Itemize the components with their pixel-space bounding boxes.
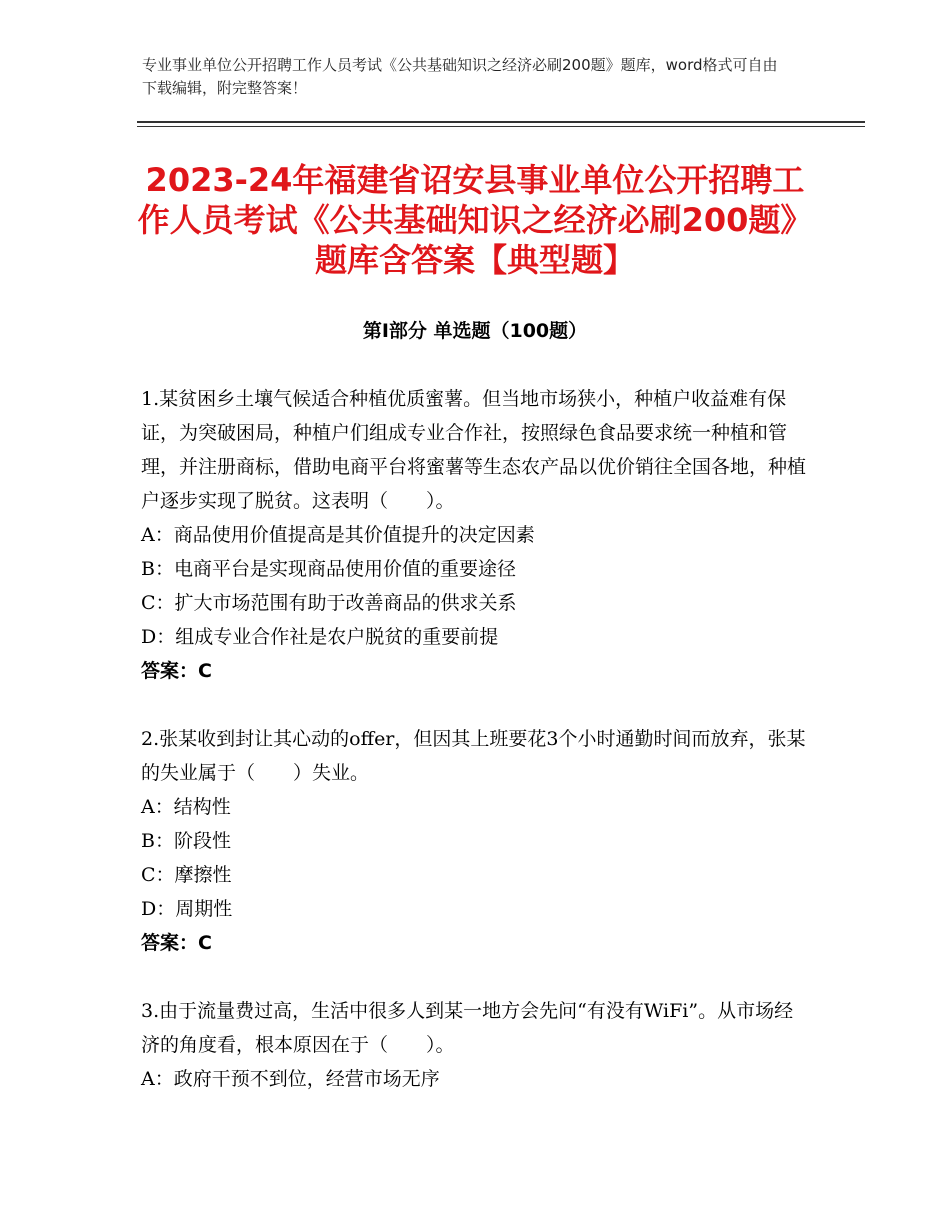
answer-label: 答案：C: [141, 660, 212, 682]
question-list: [141, 382, 811, 1130]
option-d: D：组成专业合作社是农户脱贫的重要前提: [141, 626, 499, 648]
option-a: A：商品使用价值提高是其价值提升的决定因素: [141, 524, 535, 546]
option-a: A：政府干预不到位，经营市场无序: [141, 1068, 440, 1090]
question-stem: 3.由于流量费过高，生活中很多人到某一地方会先问“有没有WiFi”。从市场经济的角度看，根本原因在于（ ）。: [141, 1000, 794, 1056]
question-3: [141, 994, 811, 1096]
header-note: 专业事业单位公开招聘工作人员考试《公共基础知识之经济必刷200题》题库，word格式可自由下载编辑，附完整答案！: [142, 56, 778, 97]
question-2: [141, 722, 811, 960]
document-title: 2023-24年福建省诏安县事业单位公开招聘工作人员考试《公共基础知识之经济必刷200题》题库含答案【典型题】: [137, 161, 813, 279]
question-stem: 1.某贫困乡土壤气候适合种植优质蜜薯。但当地市场狭小，种植户收益难有保证，为突破困局，种植户们组成专业合作社，按照绿色食品要求统一种植和管理，并注册商标，借助电商平台将蜜薯等生态农产品以优价销往全国各地，种植户逐步实现了脱贫。这表明（ ）。: [141, 388, 807, 512]
option-b: B：阶段性: [141, 830, 231, 852]
question-1: [141, 382, 811, 688]
question-stem: 2.张某收到封让其心动的offer，但因其上班要花3个小时通勤时间而放弃，张某的失业属于（ ）失业。: [141, 728, 806, 784]
answer-label: 答案：C: [141, 932, 212, 954]
option-a: A：结构性: [141, 796, 231, 818]
header-rule-thin: [137, 126, 865, 127]
option-c: C：扩大市场范围有助于改善商品的供求关系: [141, 592, 517, 614]
header-rule-thick: [137, 121, 865, 123]
option-d: D：周期性: [141, 898, 233, 920]
section-title: 第Ⅰ部分 单选题（100题）: [362, 320, 588, 342]
option-b: B：电商平台是实现商品使用价值的重要途径: [141, 558, 516, 580]
option-c: C：摩擦性: [141, 864, 232, 886]
